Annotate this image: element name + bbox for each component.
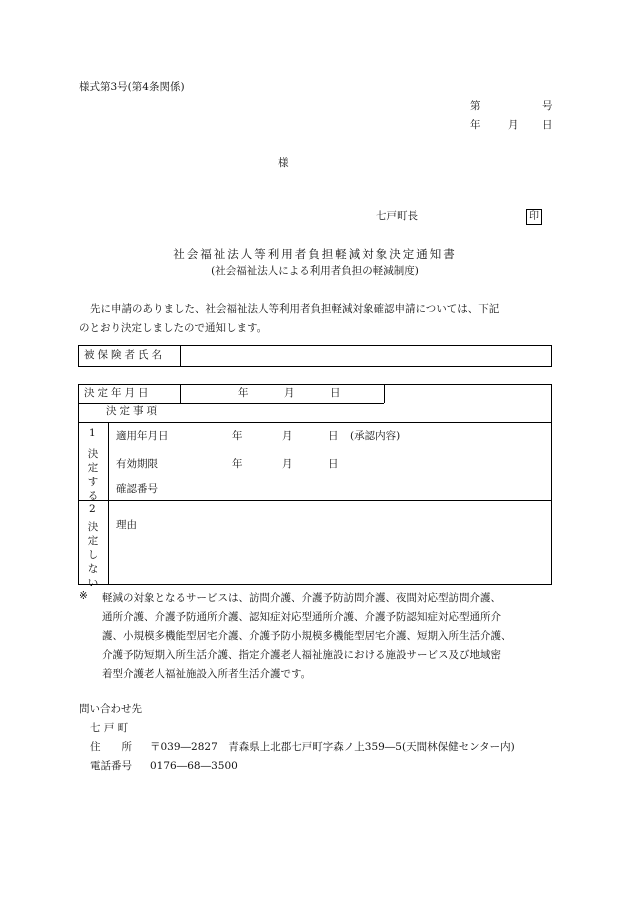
decision-date-day: 日 [330,387,341,399]
form-number: 様式第3号(第4条関係) [79,81,185,93]
decision-date-year: 年 [238,387,249,399]
reason-label: 理由 [116,519,137,531]
addressee-sama: 様 [278,157,289,169]
apply-date-label: 適用年月日 [116,430,169,442]
apply-year: 年 [232,430,243,442]
note-mark: ※ [79,590,88,602]
approve-number: 1 [89,427,96,439]
doc-number-dai: 第 [470,100,481,112]
insured-name-field[interactable] [186,346,548,366]
insured-name-label: 被保険者氏名 [84,349,165,361]
approve-vertical-label: 決定する [87,448,99,502]
date-year-label: 年 [470,119,481,131]
decision-date-month: 月 [284,387,295,399]
note-line-4: 介護予防短期入所生活介護、指定介護老人福祉施設における施設サービス及び地域密 [102,649,501,661]
contact-address: 〒039―2827 青森県上北郡七戸町字森ノ上359―5(天間林保健センター内) [150,741,515,753]
date-month-label: 月 [508,119,519,131]
intro-line-1: 先に申請のありました、社会福祉法人等利用者負担軽減対象確認申請については、下記 [90,303,500,315]
apply-day: 日 [328,430,339,442]
date-day-label: 日 [542,119,553,131]
doc-number-go: 号 [542,100,553,112]
note-line-2: 通所介護、介護予防通所介護、認知症対応型通所介護、介護予防認知症対応型通所介 [102,611,501,623]
contact-heading: 問い合わせ先 [79,703,142,715]
contact-phone-label: 電話番号 [90,760,132,772]
valid-month: 月 [282,458,293,470]
valid-year: 年 [232,458,243,470]
intro-line-2: のとおり決定しましたので通知します。 [79,322,268,334]
seal-mark: 印 [526,209,542,225]
note-line-1: 軽減の対象となるサービスは、訪問介護、介護予防訪問介護、夜間対応型訪問介護、 [102,592,501,604]
approval-note: (承認内容) [350,430,401,442]
decision-date-label: 決定年月日 [84,387,152,399]
reject-number: 2 [89,503,96,515]
confirm-number-label: 確認番号 [116,483,158,495]
decision-items-label: 決定事項 [106,405,160,417]
note-line-3: 護、小規模多機能型居宅介護、介護予防小規模多機能型居宅介護、短期入所生活介護、 [102,630,512,642]
contact-office: 七 戸 町 [90,722,129,734]
reason-field[interactable] [150,505,546,581]
valid-day: 日 [328,458,339,470]
contact-phone: 0176―68―3500 [150,760,238,772]
valid-until-label: 有効期限 [116,458,158,470]
document-subtitle: (社会福祉法人による利用者負担の軽減制度) [211,265,419,277]
contact-address-label: 住 所 [90,741,132,753]
reject-vertical-label: 決定しない [87,521,99,589]
note-line-5: 着型介護老人福祉施設入所者生活介護です。 [102,668,312,680]
issuer-name: 七戸町長 [376,210,418,222]
apply-month: 月 [282,430,293,442]
document-title: 社会福祉法人等利用者負担軽減対象決定通知書 [173,247,457,261]
